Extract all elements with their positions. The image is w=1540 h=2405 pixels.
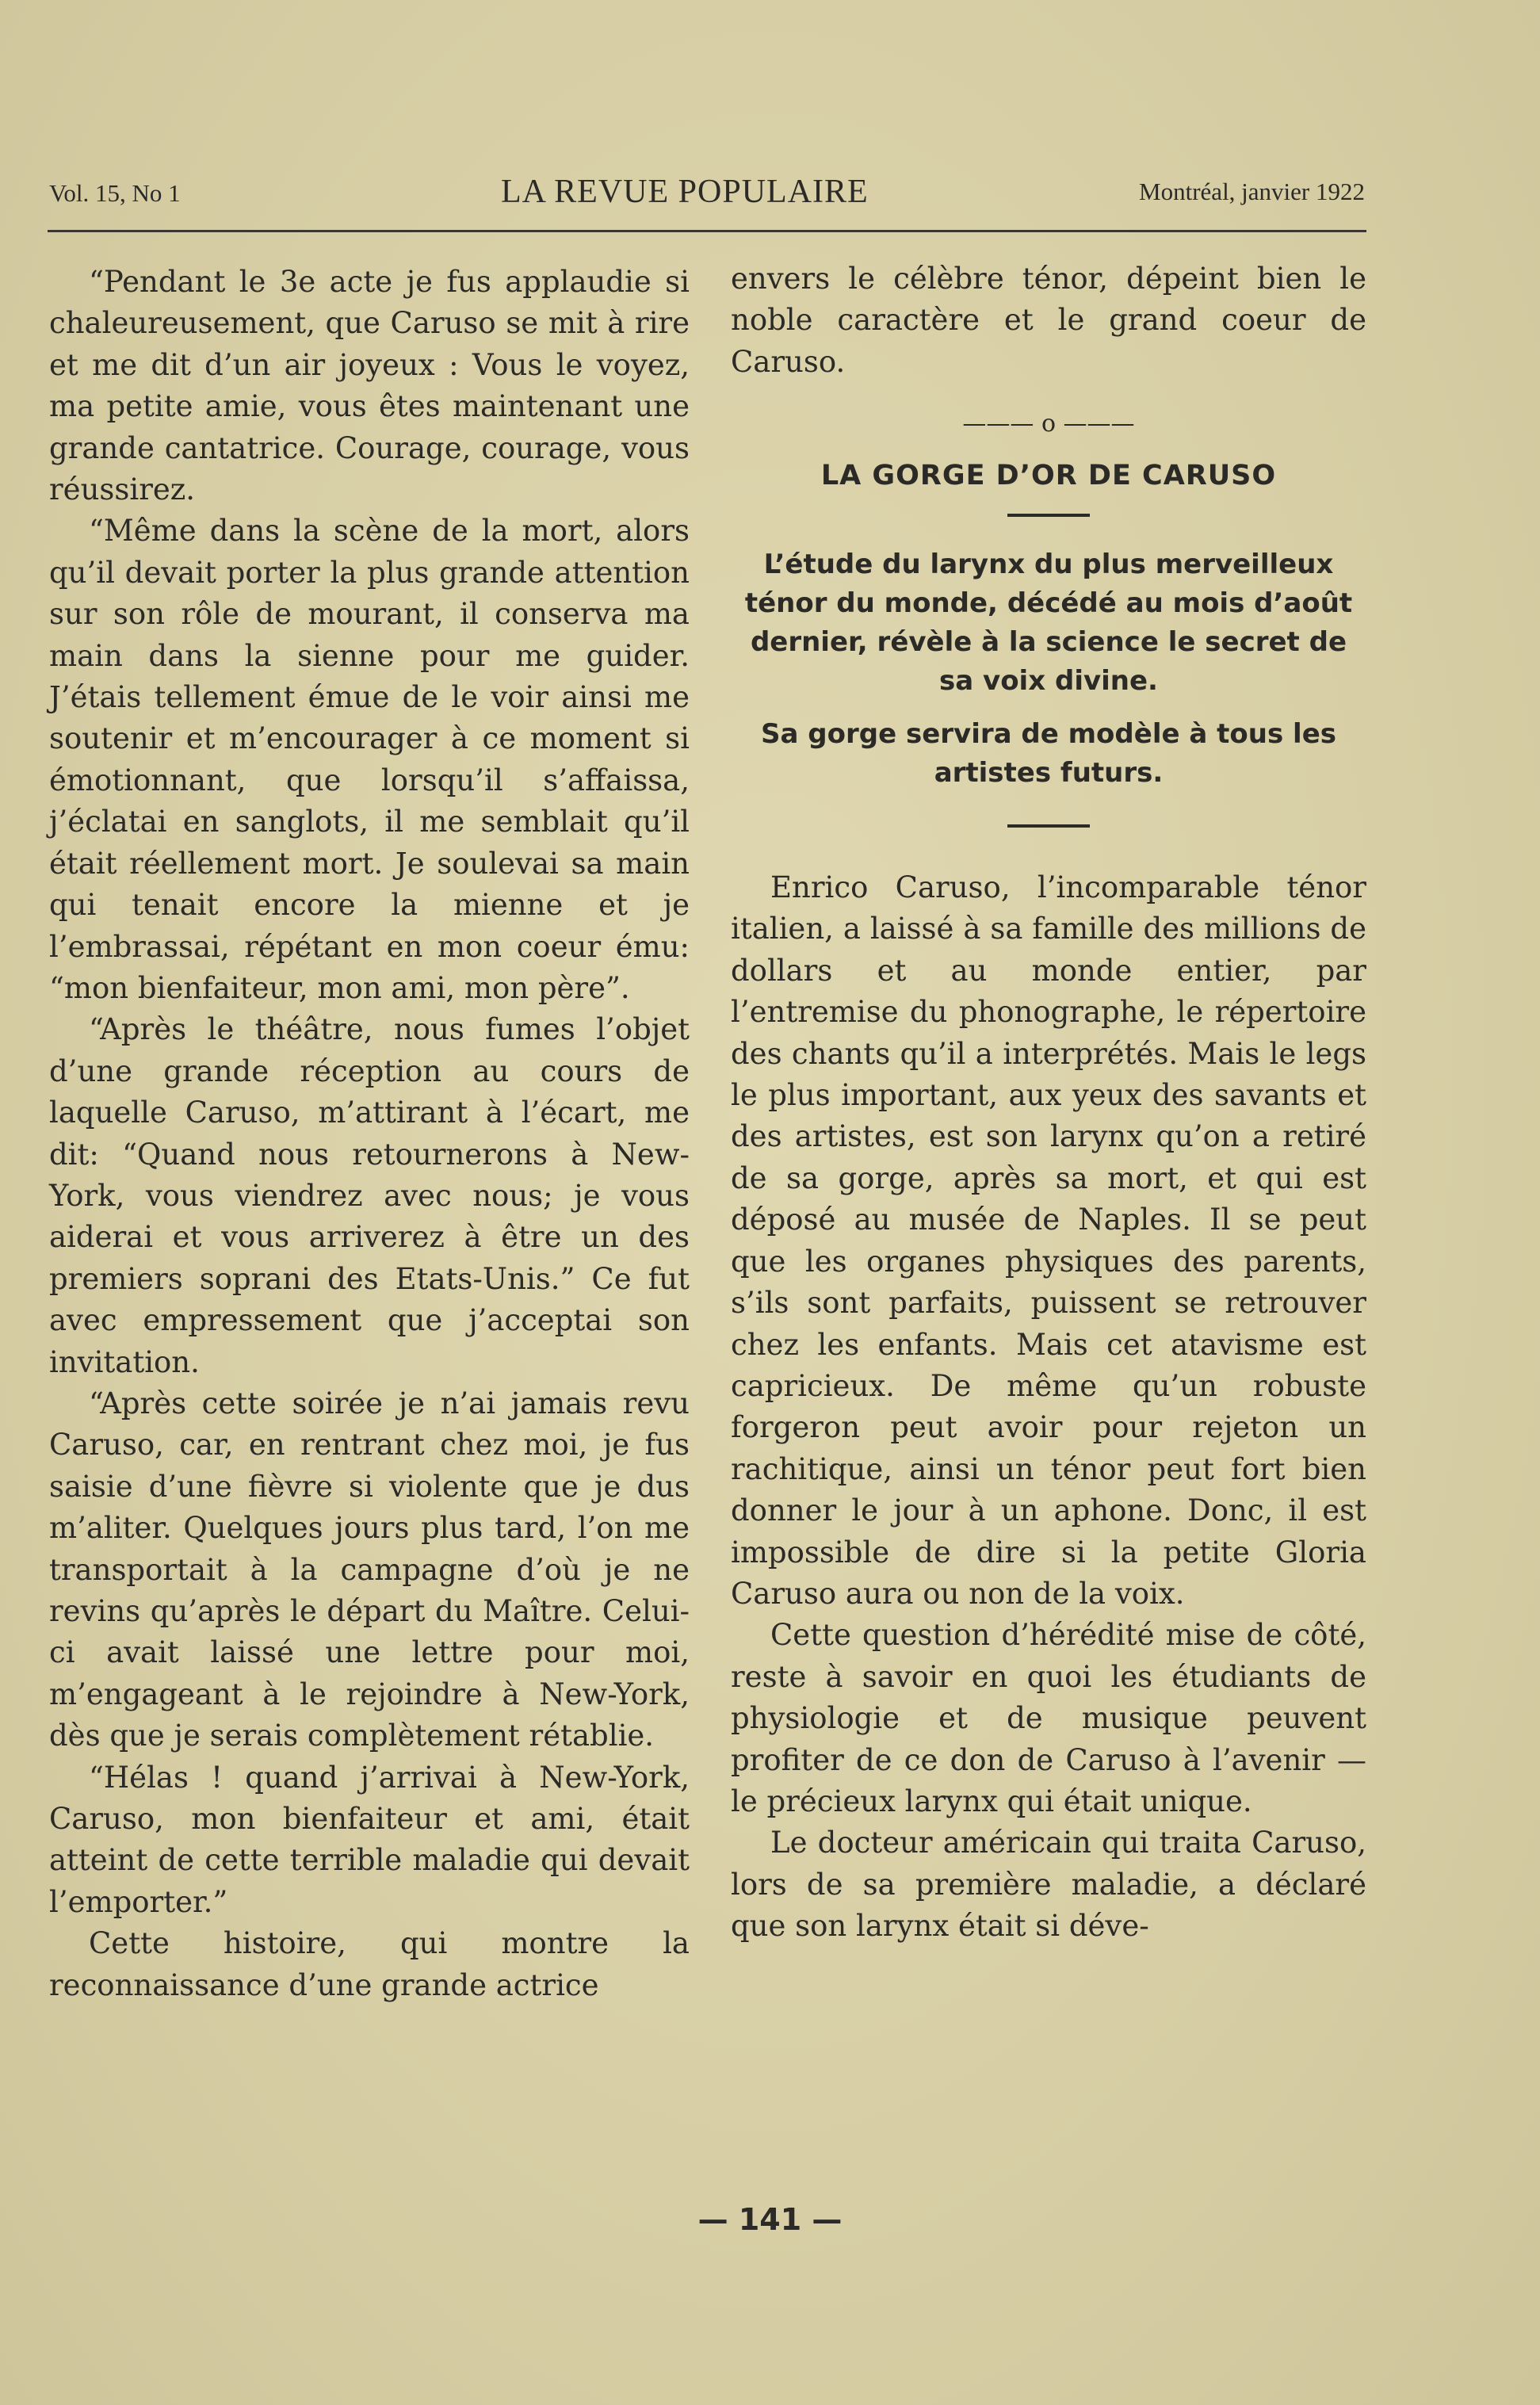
article-body bbox=[731, 867, 1366, 1948]
journal-title: LA REVUE POPULAIRE bbox=[501, 174, 869, 210]
article-paragraph-3: Le docteur américain qui traita Caruso, lors de sa première maladie, a déclaré que son larynx était si déve- bbox=[731, 1826, 1366, 1944]
left-paragraph-4: “Après cette soirée je n’ai jamais revu Caruso, car, en rentrant chez moi, je fus saisie d’une fièvre si violente que je dus m’aliter. Quelques jours plus tard, l’on me transportait à la campagne d’où je ne revins qu’après le départ du Maître. Celui-ci avait laissé une lettre pour moi, m’engageant à le rejoindre à New-York, dès que je serais complètement rétablie. bbox=[49, 1386, 690, 1753]
section-separator: ——— o ——— bbox=[962, 410, 1135, 438]
article-title: LA GORGE D’OR DE CARUSO bbox=[820, 459, 1277, 491]
header-rule bbox=[48, 230, 1366, 232]
continuation-paragraph: envers le célèbre ténor, dépeint bien le noble caractère et le grand coeur de Caruso. bbox=[731, 262, 1366, 379]
volume-number: Vol. 15, No 1 bbox=[49, 179, 181, 207]
running-header bbox=[49, 173, 1365, 217]
left-paragraph-3: “Après le théâtre, nous fumes l’objet d’une grande réception au cours de laquelle Caruso, m’attirant à l’écart, me dit: “Quand nous retournerons à New-York, vous viendrez avec nous; je vous aiderai et vous arriverez à être un des premiers soprani des Etats-Unis.” Ce fut avec empressement que j’acceptai son invitation. bbox=[49, 1012, 690, 1379]
title-rule bbox=[1007, 514, 1090, 517]
left-paragraph-1: “Pendant le 3e acte je fus applaudie si chaleureusement, que Caruso se mit à rire et me dit d’un air joyeux : Vous le voyez, ma petite amie, vous êtes maintenant une grande cantatrice. Courage, courage, vous réussirez. bbox=[49, 265, 690, 507]
left-paragraph-5: “Hélas ! quand j’arrivai à New-York, Caruso, mon bienfaiteur et ami, était atteint de cette terrible maladie qui devait l’emporter.” bbox=[49, 1760, 690, 1919]
article-paragraph-2: Cette question d’hérédité mise de côté, reste à savoir en quoi les étudiants de physiologie et de musique peuvent profiter de ce don de Caruso à l’avenir — le précieux larynx qui était unique. bbox=[731, 1618, 1366, 1818]
article-subheading: L’étude du larynx du plus merveilleux ténor du monde, décédé au mois d’août dernier, révèle à la science le secret de sa voix divine. bbox=[744, 549, 1353, 698]
article-subheading-2: Sa gorge servira de modèle à tous les artistes futurs. bbox=[761, 718, 1336, 790]
page-number: — 141 — bbox=[697, 2202, 843, 2237]
left-paragraph-6: Cette histoire, qui montre la reconnaissance d’une grande actrice bbox=[49, 1926, 690, 2002]
place-date: Montréal, janvier 1922 bbox=[1139, 178, 1365, 205]
subheading-rule bbox=[1007, 824, 1090, 828]
article-paragraph-1: Enrico Caruso, l’incomparable ténor italien, a laissé à sa famille des millions de dollars et au monde entier, par l’entremise du phonographe, le répertoire des chants qu’il a interprétés. Mais le legs le plus important, aux yeux des savants et des artistes, est son larynx qu’on a retiré de sa gorge, après sa mort, et qui est déposé au musée de Naples. Il se peut que les organes physiques des parents, s’ils sont parfaits, puissent se retrouver chez les enfants. Mais cet atavisme est capricieux. De même qu’un robuste forgeron peut avoir pour rejeton un rachitique, ainsi un ténor peut fort bien donner le jour à un aphone. Donc, il est impossible de dire si la petite Gloria Caruso aura ou non de la voix. bbox=[731, 870, 1366, 1611]
left-column bbox=[49, 262, 690, 2006]
left-paragraph-2: “Même dans la scène de la mort, alors qu’il devait porter la plus grande attention sur son rôle de mourant, il conserva ma main dans la sienne pour me guider. J’étais tellement émue de le voir ainsi me soutenir et m’encourager à ce moment si émotionnant, que lorsqu’il s’affaissa, j’éclatai en sanglots, il me semblait qu’il était réellement mort. Je soulevai sa main qui tenait encore la mienne et je l’embrassai, répétant en mon coeur ému: “mon bienfaiteur, mon ami, mon père”. bbox=[49, 514, 690, 1005]
right-column bbox=[731, 258, 1366, 1948]
